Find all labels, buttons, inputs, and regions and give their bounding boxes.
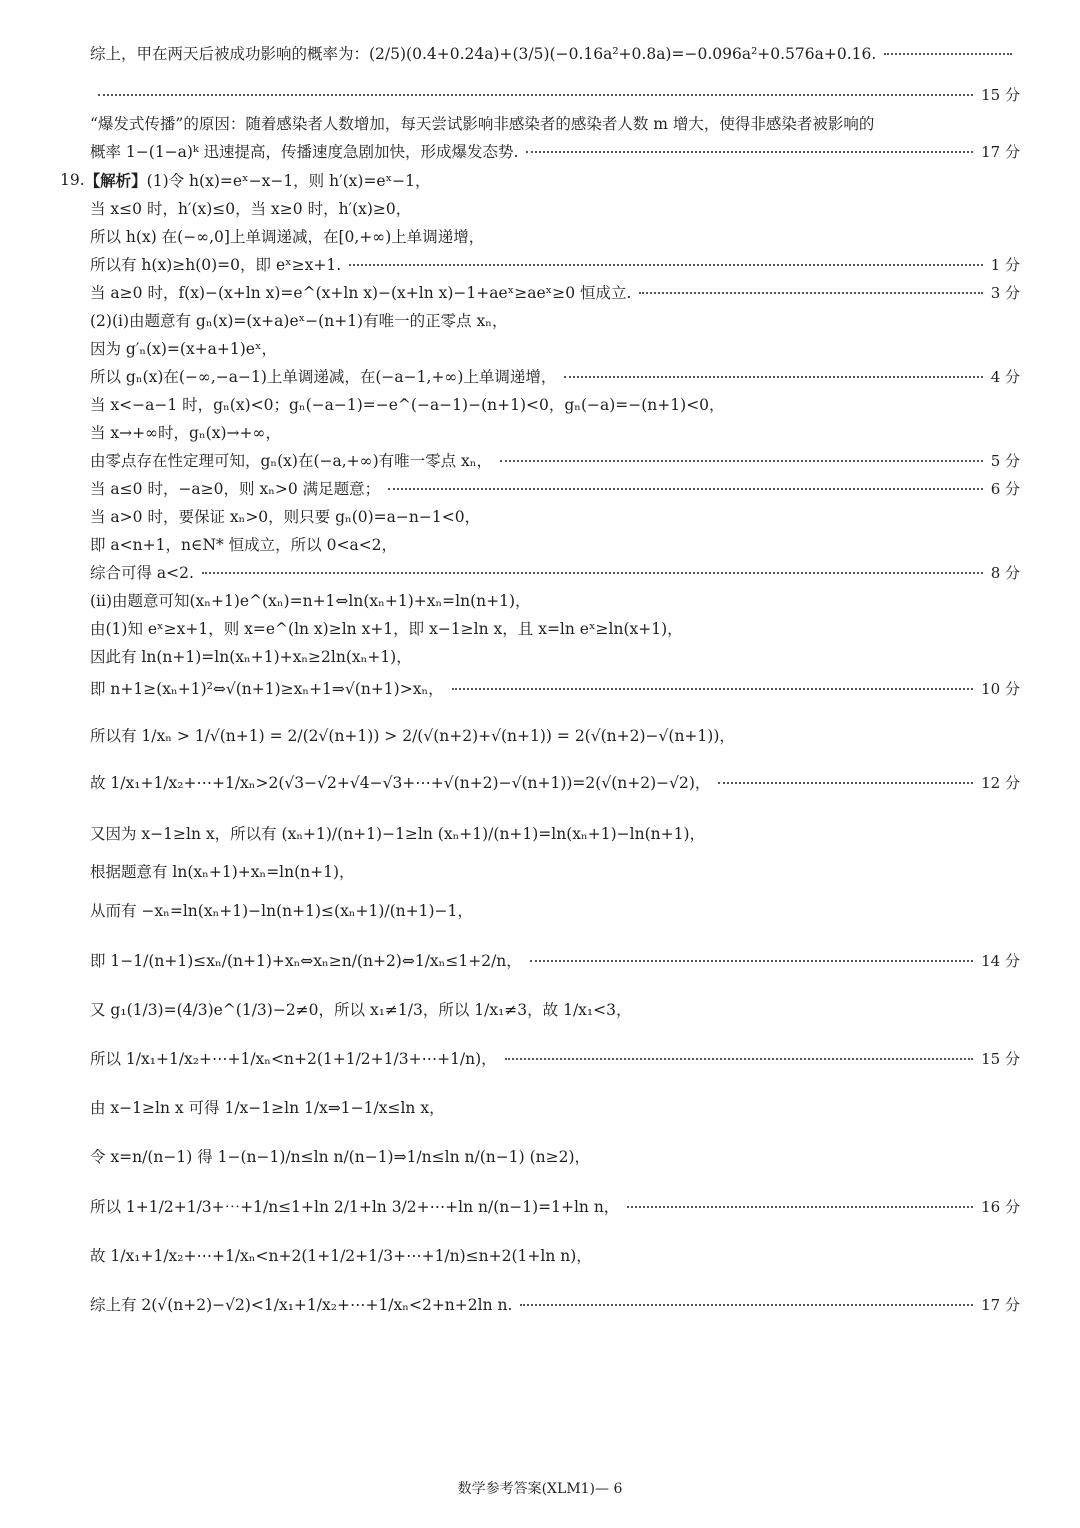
score-label: 8 分 [990, 563, 1020, 582]
dot-leader [388, 487, 983, 490]
dot-leader [718, 781, 973, 784]
line-31 [90, 1047, 1020, 1069]
dot-leader [500, 459, 983, 462]
dot-leader [526, 150, 973, 153]
line-1 [90, 42, 1020, 64]
line-12 [90, 365, 1020, 387]
line-17 [90, 505, 1020, 527]
score-label: 15 分 [981, 86, 1020, 104]
line-36 [90, 1293, 1020, 1315]
line-4 [90, 140, 1020, 162]
line-33 [90, 1145, 1020, 1167]
dot-leader [639, 291, 982, 294]
page-footer: 数学参考答案(XLM1)— 6 [457, 1481, 623, 1497]
line-text: 从而有 −xₙ=ln(xₙ+1)−ln(n+1)≤(xₙ+1)/(n+1)−1， [90, 902, 473, 920]
line-text: 所以有 h(x)≥h(0)=0，即 eˣ≥x+1. [90, 256, 342, 274]
dot-leader [505, 1057, 973, 1060]
line-7 [90, 225, 1020, 247]
line-text: “爆发式传播”的原因：随着感染者人数增加，每天尝试影响非感染者的感染者人数 m 增大，使得非感染者被影响的 [90, 115, 875, 133]
score-label: 17 分 [981, 142, 1020, 161]
line-2 [90, 84, 1020, 105]
line-20 [90, 589, 1020, 611]
line-15 [90, 449, 1020, 471]
line-25 [90, 771, 1020, 793]
line-3 [90, 112, 1020, 134]
line-text: 所以有 1/xₙ > 1/√(n+1) = 2/(2√(n+1)) > 2/(√(n+2)+√(n+1)) = 2(√(n+2)−√(n+1))， [90, 727, 735, 745]
score-label: 16 分 [981, 1197, 1020, 1216]
line-text: 因为 g′ₙ(x)=(x+a+1)eˣ， [90, 340, 278, 358]
line-30 [90, 998, 1020, 1020]
dot-leader [349, 263, 982, 266]
line-text: 故 1/x₁+1/x₂+⋯+1/xₙ<n+2(1+1/2+1/3+⋯+1/n)≤n+2(1+ln n)， [90, 1247, 592, 1265]
score-label: 10 分 [981, 679, 1020, 698]
line-text: 令 x=n/(n−1) 得 1−(n−1)/n≤ln n/(n−1)⇒1/n≤ln n/(n−1) (n≥2)， [90, 1148, 590, 1166]
line-9 [90, 281, 1020, 303]
line-text: 所以 1/x₁+1/x₂+⋯+1/xₙ<n+2(1+1/2+1/3+⋯+1/n)， [90, 1050, 497, 1068]
dot-leader [520, 1303, 973, 1306]
line-13 [90, 393, 1020, 415]
line-text: 故 1/x₁+1/x₂+⋯+1/xₙ>2(√3−√2+√4−√3+⋯+√(n+2)−√(n+1))=2(√(n+2)−√2)， [90, 774, 711, 792]
line-text: 所以 1+1/2+1/3+⋯+1/n≤1+ln 2/1+ln 3/2+⋯+ln n/(n−1)=1+ln n， [90, 1198, 620, 1216]
question-19-line [60, 169, 1020, 191]
line-27 [90, 860, 1020, 882]
line-text: 综上，甲在两天后被成功影响的概率为：(2/5)(0.4+0.24a)+(3/5)(−0.16a²+0.8a)=−0.096a²+0.576a+0.16. [90, 45, 877, 63]
line-26 [90, 822, 1020, 844]
line-10 [90, 309, 1020, 331]
line-6 [90, 197, 1020, 219]
line-text: 当 x<−a−1 时，gₙ(x)<0；gₙ(−a−1)=−e^(−a−1)−(n+1)<0，gₙ(−a)=−(n+1)<0， [90, 396, 725, 414]
line-29 [90, 949, 1020, 971]
line-text: 即 a<n+1，n∈N* 恒成立，所以 0<a<2， [90, 536, 398, 554]
score-label: 1 分 [990, 255, 1020, 274]
dot-leader [564, 375, 982, 378]
line-34 [90, 1195, 1020, 1217]
line-text: 当 x→+∞时，gₙ(x)→+∞， [90, 424, 281, 442]
line-text: 根据题意有 ln(xₙ+1)+xₙ=ln(n+1)， [90, 863, 355, 881]
line-text: 所以 h(x) 在(−∞,0]上单调递减，在[0,+∞)上单调递增， [90, 228, 485, 246]
line-text: 由 x−1≥ln x 可得 1/x−1≥ln 1/x⇒1−1/x≤ln x， [90, 1099, 445, 1117]
line-text: 当 a>0 时，要保证 xₙ>0，则只要 gₙ(0)=a−n−1<0， [90, 508, 481, 526]
dot-leader [884, 52, 1012, 55]
line-text: 由零点存在性定理可知，gₙ(x)在(−a,+∞)有唯一零点 xₙ， [90, 452, 492, 470]
line-11 [90, 337, 1020, 359]
analysis-tag: 【解析】 [84, 171, 147, 190]
score-label: 17 分 [981, 1295, 1020, 1314]
line-32 [90, 1096, 1020, 1118]
line-28 [90, 899, 1020, 921]
dot-leader [202, 571, 983, 574]
line-text: 所以 gₙ(x)在(−∞,−a−1)上单调递减，在(−a−1,+∞)上单调递增， [90, 368, 557, 386]
line-18 [90, 533, 1020, 555]
line-text: 综合可得 a<2. [90, 564, 194, 582]
line-16 [90, 477, 1020, 499]
dot-leader [530, 959, 973, 962]
score-label: 6 分 [990, 479, 1020, 498]
score-label: 14 分 [981, 951, 1020, 970]
score-label: 5 分 [990, 451, 1020, 470]
score-label: 15 分 [981, 1049, 1020, 1068]
line-8 [90, 253, 1020, 275]
line-text: 当 x≤0 时，h′(x)≤0，当 x≥0 时，h′(x)≥0， [90, 200, 412, 218]
line-19 [90, 561, 1020, 583]
line-text: (2)(ⅰ)由题意有 gₙ(x)=(x+a)eˣ−(n+1)有唯一的正零点 xₙ， [90, 312, 508, 330]
line-text: 当 a≥0 时，f(x)−(x+ln x)=e^(x+ln x)−(x+ln x)−1+aeˣ≥aeˣ≥0 恒成立. [90, 284, 632, 302]
dot-leader [627, 1205, 973, 1208]
dot-leader [98, 93, 973, 96]
line-text: 又因为 x−1≥ln x，所以有 (xₙ+1)/(n+1)−1≥ln (xₙ+1)/(n+1)=ln(xₙ+1)−ln(n+1)， [90, 825, 705, 843]
line-21 [90, 617, 1020, 639]
line-14 [90, 421, 1020, 443]
line-23 [90, 677, 1020, 699]
line-22 [90, 645, 1020, 667]
dot-leader [452, 687, 973, 690]
line-text: (ⅱ)由题意可知(xₙ+1)e^(xₙ)=n+1⇔ln(xₙ+1)+xₙ=ln(n+1)， [90, 592, 531, 610]
score-label: 12 分 [981, 773, 1020, 792]
score-label: 4 分 [990, 367, 1020, 386]
line-text: (1)令 h(x)=eˣ−x−1，则 h′(x)=eˣ−1， [146, 172, 431, 190]
line-text: 即 1−1/(n+1)≤xₙ/(n+1)+xₙ⇔xₙ≥n/(n+2)⇔1/xₙ≤1+2/n， [90, 952, 522, 970]
line-text: 因此有 ln(n+1)=ln(xₙ+1)+xₙ≥2ln(xₙ+1)， [90, 648, 412, 666]
line-24 [90, 724, 1020, 746]
line-text: 概率 1−(1−a)ᵏ 迅速提高，传播速度急剧加快，形成爆发态势. [90, 143, 519, 161]
question-number: 19. [60, 171, 85, 189]
line-text: 即 n+1≥(xₙ+1)²⇔√(n+1)≥xₙ+1⇒√(n+1)>xₙ， [90, 680, 444, 698]
line-text: 综上有 2(√(n+2)−√2)<1/x₁+1/x₂+⋯+1/xₙ<2+n+2ln n. [90, 1296, 513, 1314]
line-text: 又 g₁(1/3)=(4/3)e^(1/3)−2≠0，所以 x₁≠1/3，所以 1/x₁≠3，故 1/x₁<3， [90, 1001, 632, 1019]
line-35 [90, 1244, 1020, 1266]
line-text: 由(1)知 eˣ≥x+1，则 x=e^(ln x)≥ln x+1，即 x−1≥ln x，且 x=ln eˣ≥ln(x+1)， [90, 620, 683, 638]
line-text: 当 a≤0 时，−a≥0，则 xₙ>0 满足题意； [90, 480, 381, 498]
score-label: 3 分 [990, 283, 1020, 302]
